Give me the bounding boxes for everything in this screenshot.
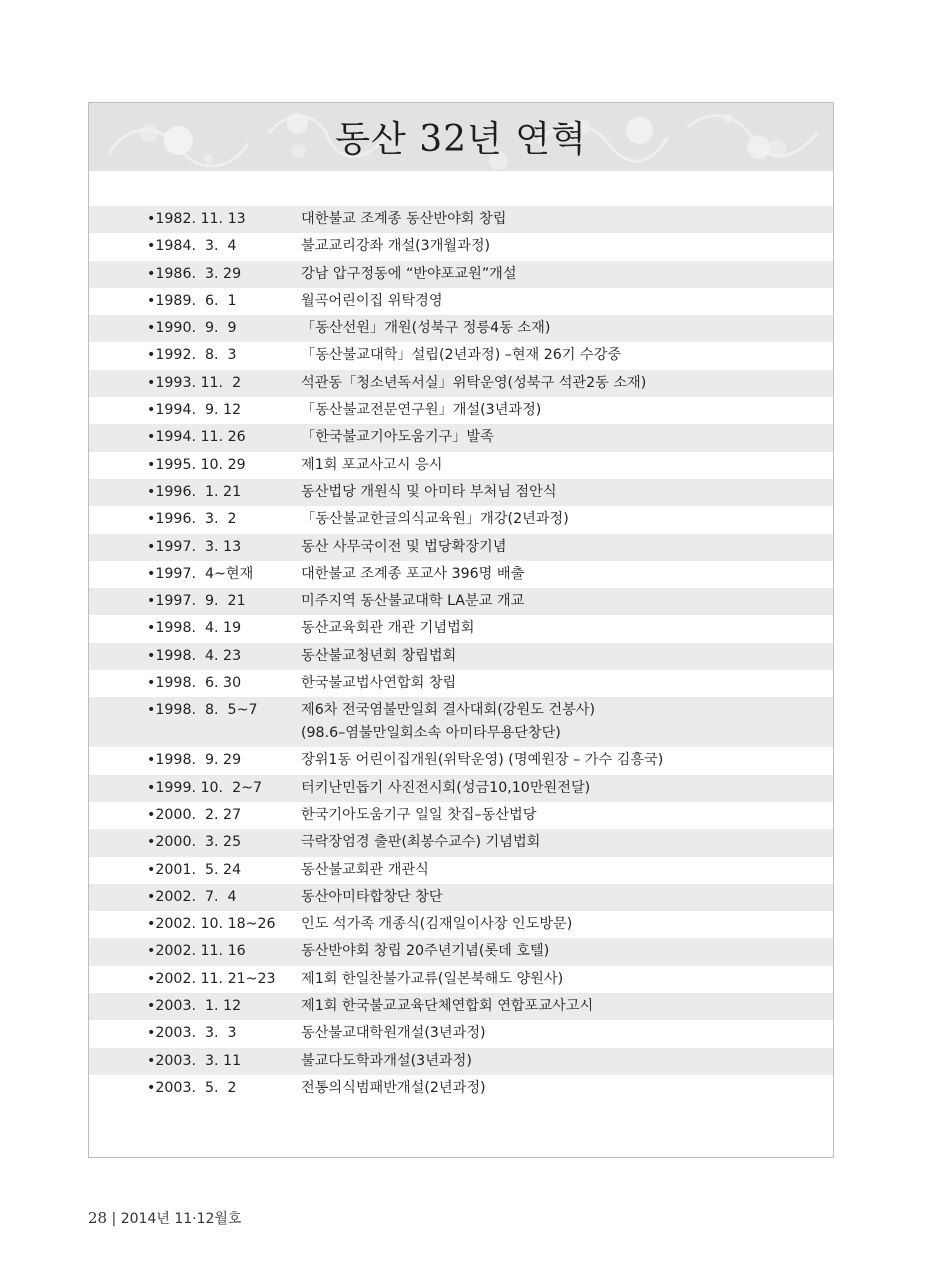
history-row [89,233,833,260]
history-row [89,938,833,965]
history-row [89,479,833,506]
event-date: •1998. 4. 23 [147,647,242,664]
event-description: 제1회 한일찬불가교류(일본북해도 양원사) [301,970,564,987]
event-date: •2000. 2. 27 [147,806,242,823]
event-date: •2003. 3. 3 [147,1025,237,1042]
event-description: 전통의식범패반개설(2년과정) [301,1079,486,1096]
history-row [89,615,833,642]
event-description: 「동산불교전문연구원」개설(3년과정) [301,402,542,419]
event-description: 동산불교대학원개설(3년과정) [301,1025,486,1042]
event-description: 한국불교법사연합회 창립 [301,675,457,692]
event-date: •1997. 9. 21 [147,593,246,610]
event-description: 동산법당 개원식 및 아미타 부처님 점안식 [301,483,557,500]
event-description: 석관동「청소년독서실」위탁운영(성북구 석관2동 소재) [301,374,647,391]
event-date: •1986. 3. 29 [147,265,242,282]
history-row [89,775,833,802]
event-date: •1998. 4. 19 [147,620,242,637]
event-description: 제6차 전국염불만일회 결사대회(강원도 건봉사) [301,702,596,719]
history-row [89,993,833,1020]
event-description: 제1회 포교사고시 응시 [301,456,443,473]
history-row [89,315,833,342]
event-date: •2003. 3. 11 [147,1052,242,1069]
history-row [89,506,833,533]
history-row [89,206,833,233]
event-description: 동산 사무국이전 및 법당확장기념 [301,538,507,555]
event-date: •1998. 6. 30 [147,675,242,692]
history-row [89,829,833,856]
history-row [89,747,833,774]
event-description: 제1회 한국불교교육단체연합회 연합포교사고시 [301,998,594,1015]
event-description-note: (98.6–염불만일회소속 아미타무용단창단) [301,725,561,742]
event-description: 「동산선원」개원(성북구 정릉4동 소재) [301,320,551,337]
event-description: 미주지역 동산불교대학 LA분교 개교 [301,593,525,610]
event-date: •1995. 10. 29 [147,456,246,473]
event-date: •1996. 1. 21 [147,483,242,500]
event-description: 동산불교회관 개관식 [301,861,429,878]
event-description: 터키난민돕기 사진전시회(성금10,10만원전달) [301,779,591,796]
event-description: 월곡어린이집 위탁경영 [301,292,443,309]
event-description: 인도 석가족 개종식(김재일이사장 인도방문) [301,916,573,933]
history-row [89,534,833,561]
event-date: •1992. 8. 3 [147,347,237,364]
event-description: 극락장엄경 출판(최봉수교수) 기념법회 [301,834,541,851]
event-date: •1989. 6. 1 [147,292,237,309]
history-row [89,643,833,670]
event-date: •1997. 3. 13 [147,538,242,555]
history-row [89,342,833,369]
page-title: 동산 32년 연혁 [335,119,587,160]
event-date: •1996. 3. 2 [147,511,237,528]
history-row [89,424,833,451]
history-row [89,588,833,615]
event-description: 한국기아도움기구 일일 찻집–동산법당 [301,806,537,823]
event-date: •1982. 11. 13 [147,211,246,227]
event-date: •2003. 5. 2 [147,1079,237,1096]
history-row [89,261,833,288]
footer-separator: | [111,1211,117,1227]
event-date: •2002. 11. 21~23 [147,970,276,987]
history-row [89,670,833,697]
title-banner [89,103,833,171]
event-date: •1993. 11. 2 [147,374,242,391]
event-description: 「동산불교한글의식교육원」개강(2년과정) [301,511,569,528]
event-description: 동산아미타합창단 창단 [301,888,443,905]
history-row [89,452,833,479]
event-description: 강남 압구정동에 “반야포교원”개설 [301,265,517,282]
issue-label: 2014년 11·12월호 [120,1211,242,1227]
history-row [89,397,833,424]
event-date: •1994. 9. 12 [147,402,242,419]
history-row [89,288,833,315]
event-description: 「한국불교기아도움기구」발족 [301,429,494,446]
history-row [89,1048,833,1075]
event-description: 「동산불교대학」설립(2년과정) –현재 26기 수강중 [301,347,622,364]
history-row [89,1075,833,1102]
history-panel [88,102,834,1158]
event-date: •2002. 10. 18~26 [147,916,276,933]
history-row [89,966,833,993]
history-row [89,802,833,829]
page-footer [88,1208,241,1228]
history-row [89,884,833,911]
history-row [89,911,833,938]
event-date: •2000. 3. 25 [147,834,242,851]
event-date: •1994. 11. 26 [147,429,246,446]
event-description: 동산교육회관 개관 기념법회 [301,620,475,637]
event-description: 불교다도학과개설(3년과정) [301,1052,472,1069]
history-row [89,857,833,884]
event-date: •1998. 8. 5~7 [147,702,258,719]
event-date: •1998. 9. 29 [147,752,242,769]
event-date: •2002. 7. 4 [147,888,237,905]
event-date: •2003. 1. 12 [147,998,242,1015]
event-description: 대한불교 조계종 포교사 396명 배출 [301,565,525,582]
event-description: 장위1동 어린이집개원(위탁운영) (명예원장 – 가수 김흥국) [301,752,664,769]
history-list [89,206,833,1102]
history-row [89,370,833,397]
history-row [89,697,833,747]
page-number: 28 [88,1209,108,1227]
event-date: •2001. 5. 24 [147,861,242,878]
event-date: •1997. 4~현재 [147,565,254,582]
event-date: •1999. 10. 2~7 [147,779,263,796]
event-date: •1984. 3. 4 [147,238,237,255]
event-date: •1990. 9. 9 [147,320,237,337]
event-date: •2002. 11. 16 [147,943,246,960]
history-row [89,1020,833,1047]
event-description: 불교교리강좌 개설(3개월과정) [301,238,491,255]
event-description: 대한불교 조계종 동산반야회 창립 [301,211,507,227]
event-description: 동산불교청년회 창립법회 [301,647,457,664]
history-row [89,561,833,588]
event-description: 동산반야회 창립 20주년기념(롯데 호텔) [301,943,550,960]
